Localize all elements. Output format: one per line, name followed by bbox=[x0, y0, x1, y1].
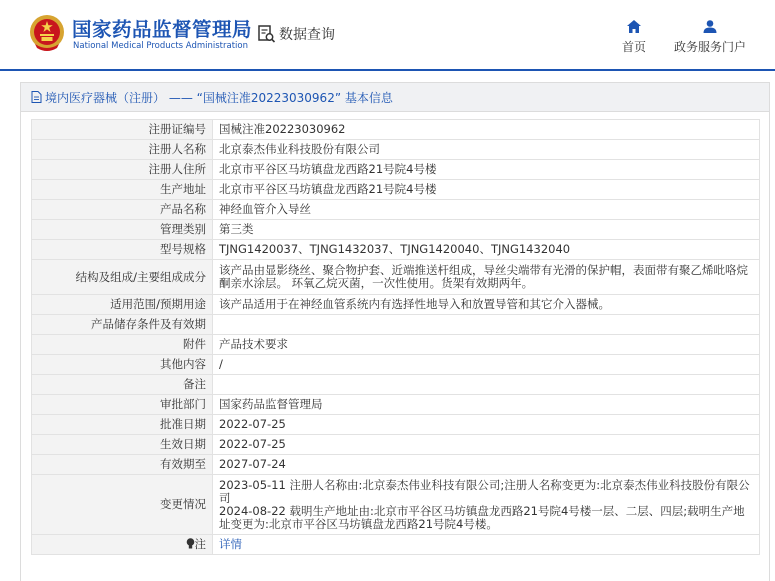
field-value: 北京市平谷区马坊镇盘龙西路21号院4号楼 bbox=[213, 180, 760, 200]
field-label: 批准日期 bbox=[32, 415, 213, 435]
user-icon bbox=[703, 20, 717, 33]
field-label: 生产地址 bbox=[32, 180, 213, 200]
breadcrumb bbox=[21, 83, 769, 112]
table-row bbox=[32, 395, 760, 415]
table-row bbox=[32, 315, 760, 335]
table-row bbox=[32, 220, 760, 240]
field-label: 有效期至 bbox=[32, 455, 213, 475]
table-row bbox=[32, 120, 760, 140]
note-label-text: 注 bbox=[194, 537, 206, 551]
brand-name-en: National Medical Products Administration bbox=[73, 41, 248, 51]
table-row bbox=[32, 435, 760, 455]
field-value: 北京市平谷区马坊镇盘龙西路21号院4号楼 bbox=[213, 160, 760, 180]
table-row bbox=[32, 200, 760, 220]
field-value: 国械注准20223030962 bbox=[213, 120, 760, 140]
table-row bbox=[32, 355, 760, 375]
field-value: 2022-07-25 bbox=[213, 415, 760, 435]
change-history: 2023-05-11 注册人名称由:北京泰杰伟业科技有限公司;注册人名称变更为:北京泰杰伟业科技股份有限公司 2024-08-22 载明生产地址由:北京市平谷区马坊镇盘龙西路21号院4号楼一层、二层、四层;载明生产地址变更为:北京市平谷区马坊镇盘龙西路21号院4号楼。 bbox=[213, 475, 760, 535]
document-search-icon bbox=[257, 24, 277, 44]
field-label: 产品名称 bbox=[32, 200, 213, 220]
note-value bbox=[213, 535, 760, 555]
field-label: 变更情况 bbox=[32, 475, 213, 535]
field-value: 北京泰杰伟业科技股份有限公司 bbox=[213, 140, 760, 160]
nav-home[interactable] bbox=[620, 20, 648, 55]
table-row bbox=[32, 455, 760, 475]
lightbulb-icon bbox=[186, 538, 195, 549]
detail-link[interactable]: 详情 bbox=[219, 537, 242, 551]
table-row bbox=[32, 160, 760, 180]
field-value: 2027-07-24 bbox=[213, 455, 760, 475]
detail-panel bbox=[20, 82, 770, 581]
table-row bbox=[32, 140, 760, 160]
table-row bbox=[32, 375, 760, 395]
field-label: 产品储存条件及有效期 bbox=[32, 315, 213, 335]
table-row bbox=[32, 475, 760, 535]
field-value: 产品技术要求 bbox=[213, 335, 760, 355]
field-value: 神经血管介入导丝 bbox=[213, 200, 760, 220]
site-header bbox=[0, 0, 775, 70]
field-value: TJNG1420037、TJNG1432037、TJNG1420040、TJNG1432040 bbox=[213, 240, 760, 260]
national-emblem-icon bbox=[29, 14, 65, 52]
field-label: 附件 bbox=[32, 335, 213, 355]
table-row bbox=[32, 295, 760, 315]
field-value: 2022-07-25 bbox=[213, 435, 760, 455]
field-value: / bbox=[213, 355, 760, 375]
nav-portal-label: 政务服务门户 bbox=[673, 40, 746, 54]
field-value bbox=[213, 315, 760, 335]
field-label: 注册人住所 bbox=[32, 160, 213, 180]
field-label: 型号规格 bbox=[32, 240, 213, 260]
field-value: 该产品由显影绕丝、聚合物护套、近端推送杆组成，导丝尖端带有光滑的保护帽，表面带有聚乙烯吡咯烷酮亲水涂层。 环氧乙烷灭菌，一次性使用。货架有效期两年。 bbox=[213, 260, 760, 295]
field-label: 审批部门 bbox=[32, 395, 213, 415]
field-label: 管理类别 bbox=[32, 220, 213, 240]
table-row bbox=[32, 180, 760, 200]
data-query-link[interactable] bbox=[257, 24, 335, 44]
field-label: 结构及组成/主要组成成分 bbox=[32, 260, 213, 295]
breadcrumb-text: 境内医疗器械（注册） —— “国械注准20223030962” 基本信息 bbox=[45, 90, 393, 105]
field-value: 该产品适用于在神经血管系统内有选择性地导入和放置导管和其它介入器械。 bbox=[213, 295, 760, 315]
field-label: 注册证编号 bbox=[32, 120, 213, 140]
field-label: 备注 bbox=[32, 375, 213, 395]
table-row bbox=[32, 240, 760, 260]
field-value: 国家药品监督管理局 bbox=[213, 395, 760, 415]
field-label: 其他内容 bbox=[32, 355, 213, 375]
header-divider bbox=[0, 69, 775, 71]
table-row bbox=[32, 260, 760, 295]
document-icon bbox=[31, 91, 42, 103]
data-query-label: 数据查询 bbox=[279, 27, 335, 43]
field-label: 生效日期 bbox=[32, 435, 213, 455]
table-row bbox=[32, 415, 760, 435]
note-label bbox=[32, 535, 213, 555]
field-value bbox=[213, 375, 760, 395]
brand-name-cn: 国家药品监督管理局 bbox=[72, 18, 253, 41]
table-row bbox=[32, 535, 760, 555]
field-label: 注册人名称 bbox=[32, 140, 213, 160]
field-value: 第三类 bbox=[213, 220, 760, 240]
nav-home-label: 首页 bbox=[621, 40, 646, 54]
field-label: 适用范围/预期用途 bbox=[32, 295, 213, 315]
detail-table bbox=[31, 119, 760, 555]
home-icon bbox=[627, 20, 641, 33]
nav-service-portal[interactable] bbox=[672, 20, 748, 55]
table-row bbox=[32, 335, 760, 355]
